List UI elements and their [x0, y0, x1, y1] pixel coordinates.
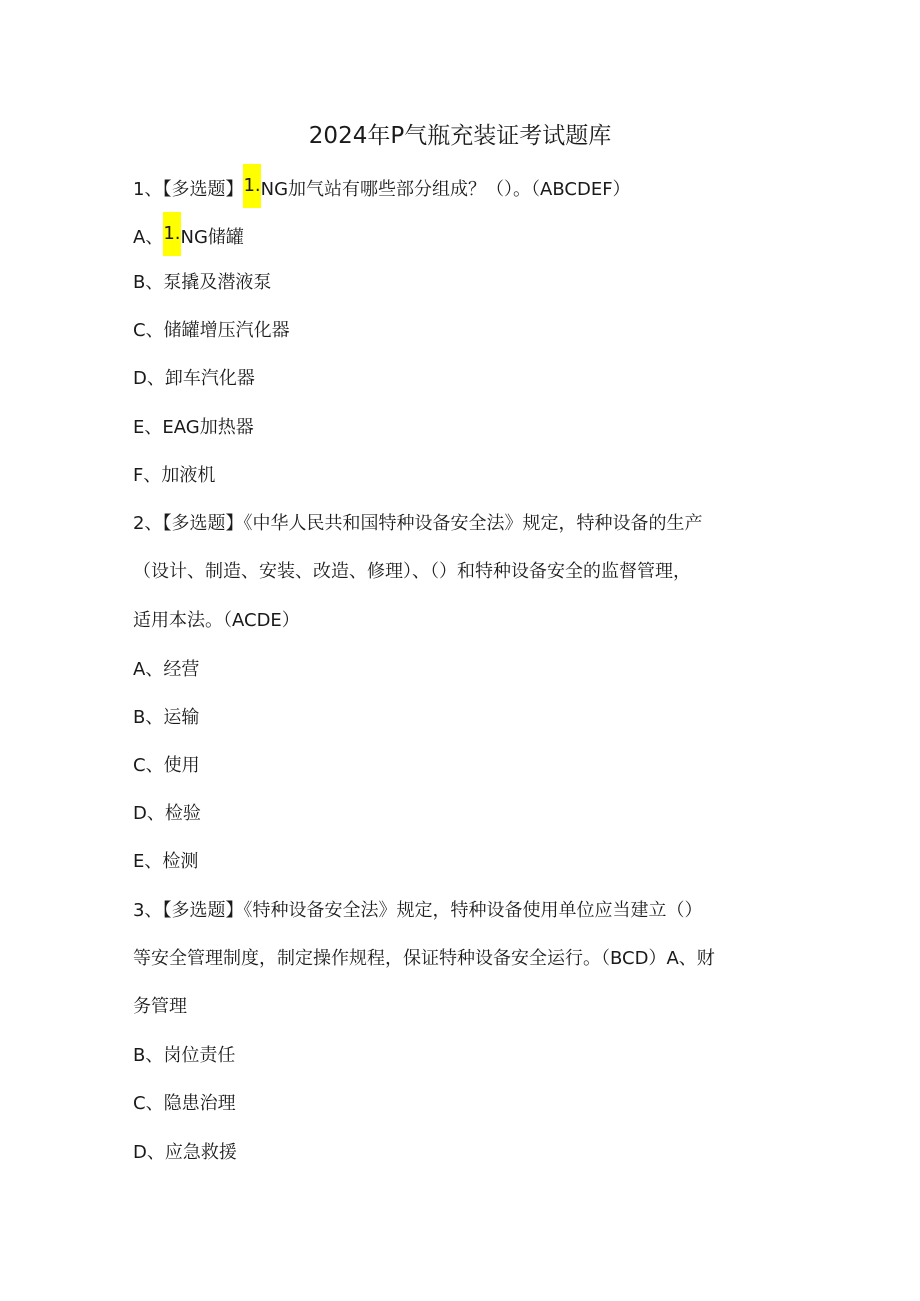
question-2-stem: （设计、制造、安装、改造、修理）、（）和特种设备安全的监督管理，: [133, 561, 691, 582]
question-1-option-f: F、加液机: [133, 465, 216, 486]
question-2-stem: 2、【多选题】《中华人民共和国特种设备安全法》规定，特种设备的生产: [133, 513, 703, 534]
highlight-mark: 1.: [163, 212, 180, 256]
question-3-option-a: 务管理: [133, 996, 187, 1017]
question-2-option-d: D、检验: [133, 803, 201, 824]
question-2-option-a: A、经营: [133, 659, 200, 680]
question-1-option-e: E、EAG加热器: [133, 417, 254, 438]
question-3-stem: 3、【多选题】《特种设备安全法》规定，特种设备使用单位应当建立（）: [133, 900, 703, 921]
question-3-option-c: C、隐患治理: [133, 1093, 236, 1114]
question-2-stem: 适用本法。（ACDE）: [133, 610, 300, 631]
question-2-option-b: B、运输: [133, 707, 200, 728]
document-title: 2024年P气瓶充装证考试题库: [308, 123, 612, 149]
question-2-option-c: C、使用: [133, 755, 200, 776]
question-3-stem: 等安全管理制度，制定操作规程，保证特种设备安全运行。（BCD）A、财: [133, 948, 715, 969]
question-3-option-b: B、岗位责任: [133, 1045, 236, 1066]
question-2-option-e: E、检测: [133, 851, 199, 872]
question-1-option-a: A、1.NG储罐: [133, 220, 793, 256]
highlight-mark: 1.: [243, 164, 260, 208]
question-1-option-c: C、储罐增压汽化器: [133, 320, 290, 341]
question-3-option-d: D、应急救援: [133, 1142, 237, 1163]
question-1-option-d: D、卸车汽化器: [133, 368, 255, 389]
question-1-stem: 1、【多选题】1.NG加气站有哪些部分组成？（）。（ABCDEF）: [133, 172, 793, 208]
question-1-option-b: B、泵撬及潜液泵: [133, 272, 272, 293]
